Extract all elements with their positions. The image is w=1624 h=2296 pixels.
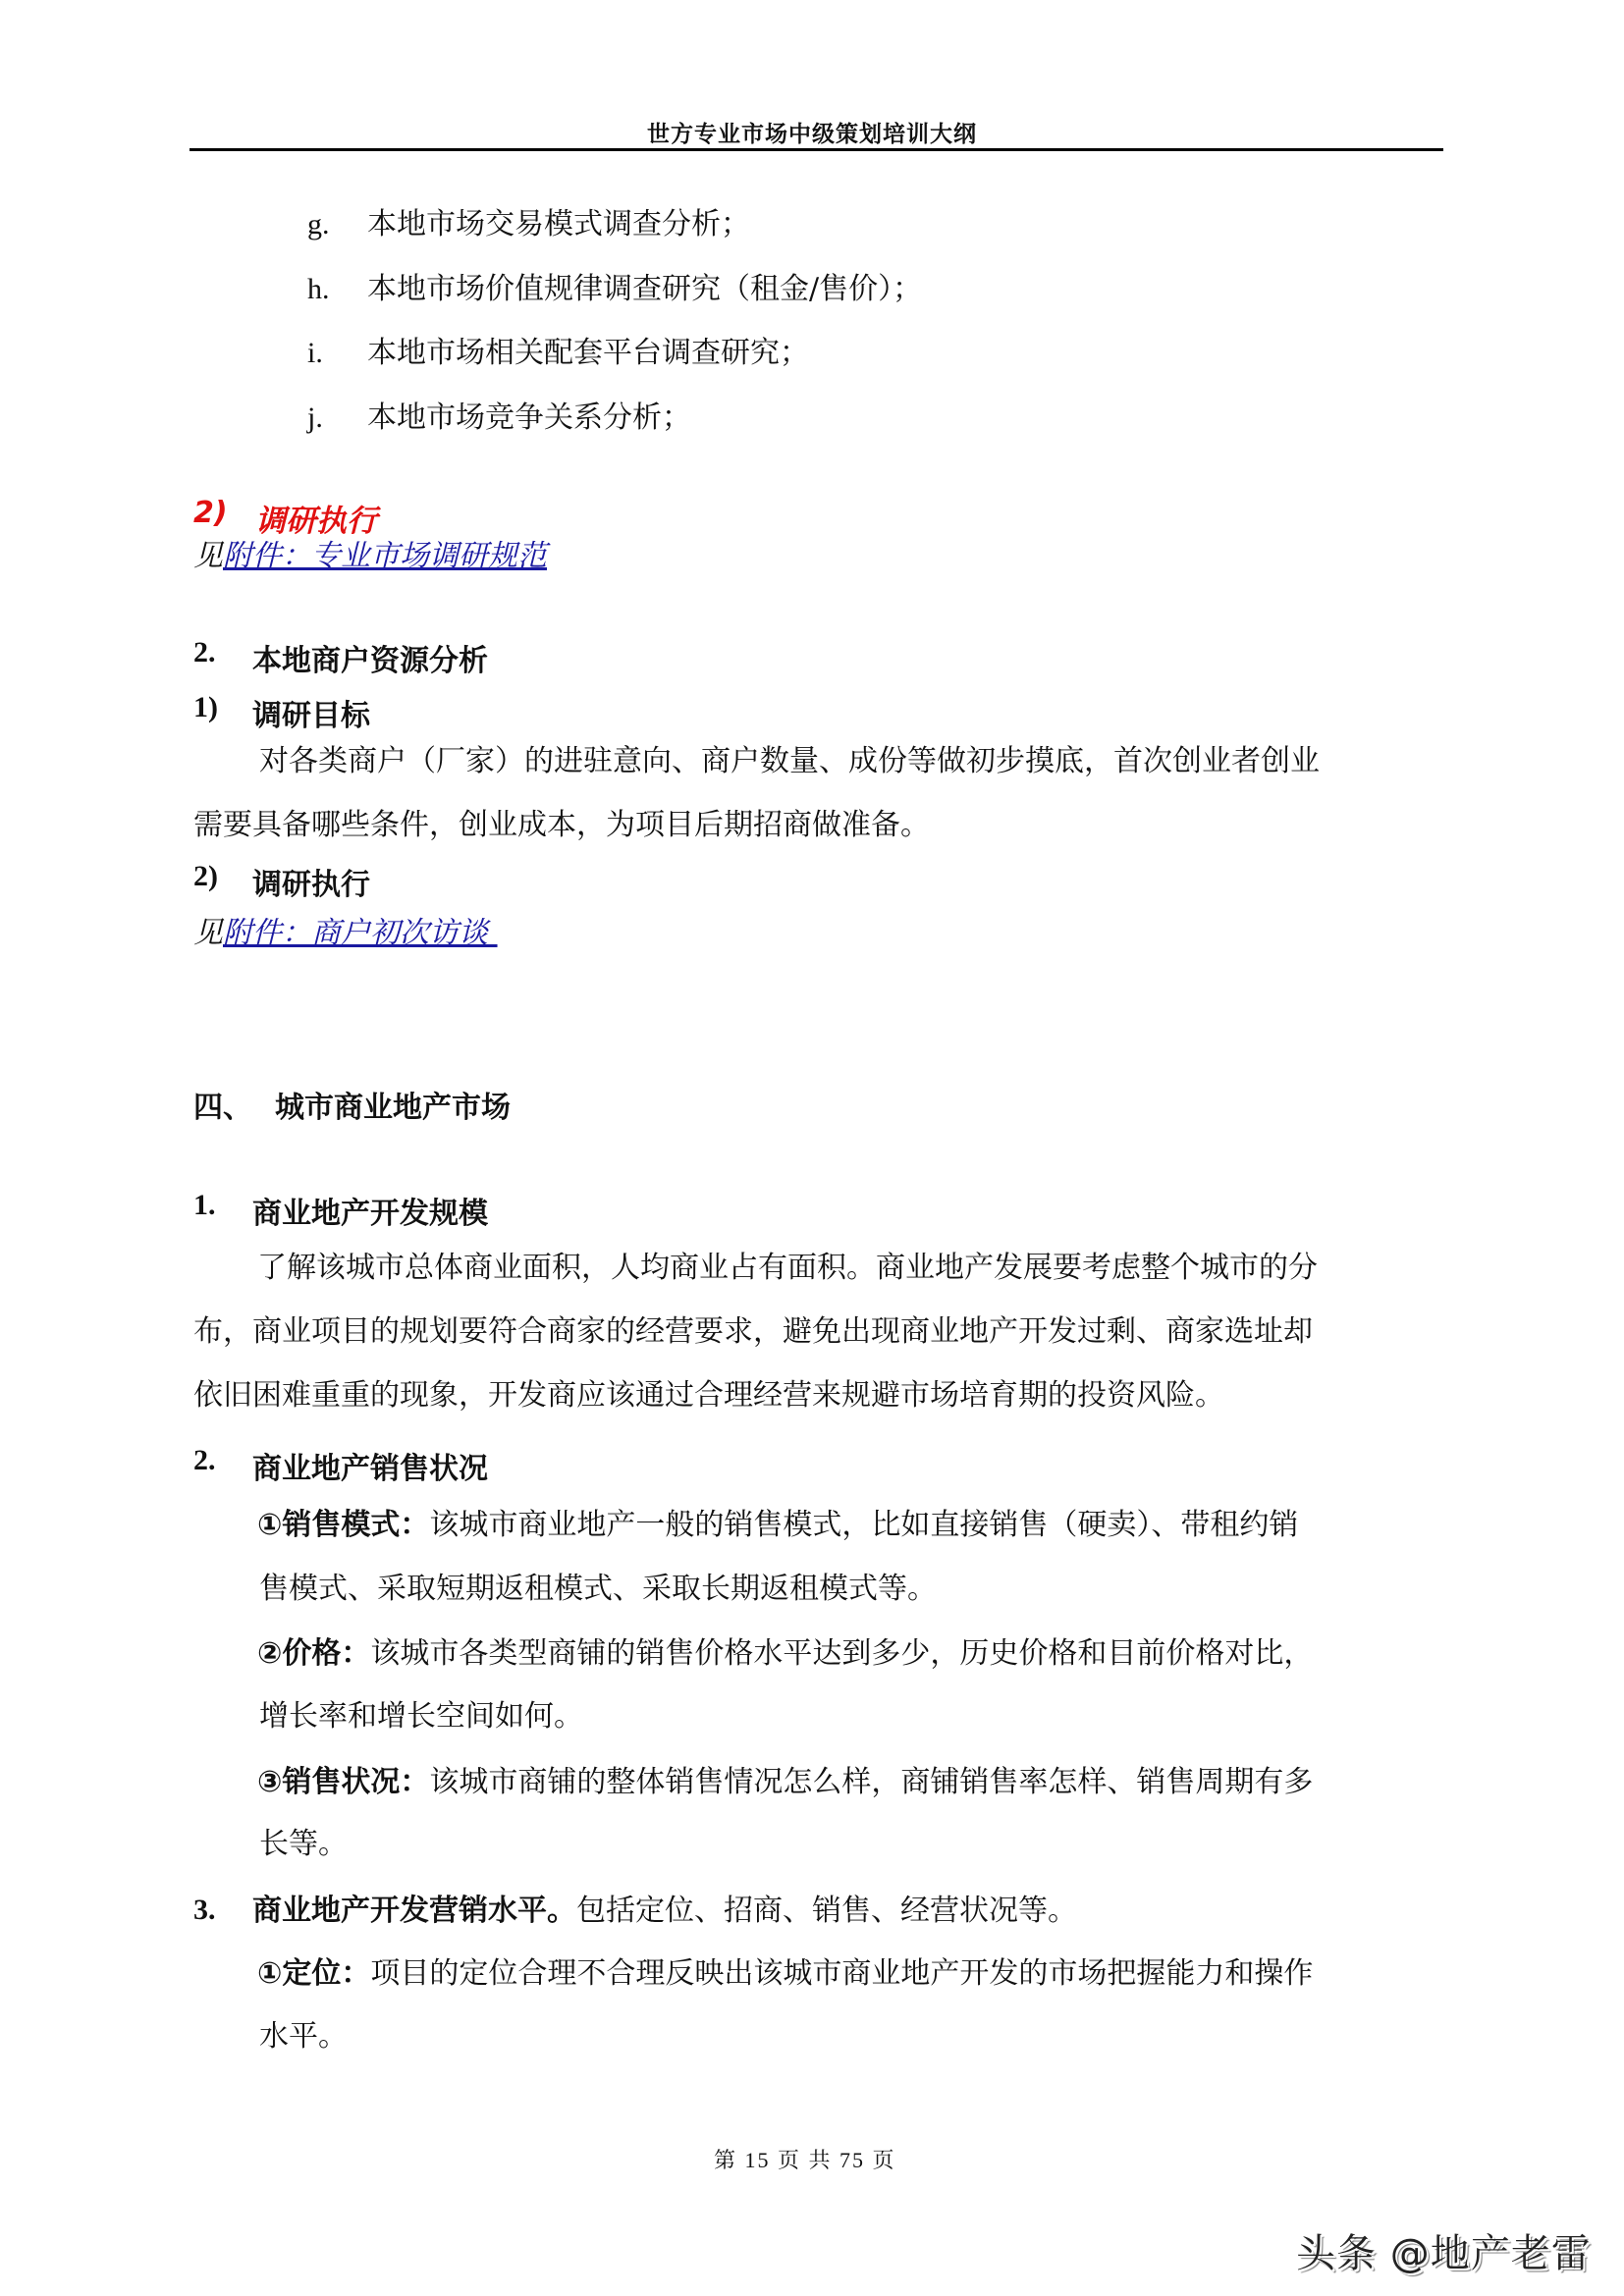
attachment-link-market-research[interactable]: 附件：专业市场调研规范 bbox=[223, 539, 547, 573]
paragraph-line: 对各类商户（厂家）的进驻意向、商户数量、成份等做初步摸底，首次创业者创业 bbox=[259, 744, 1320, 778]
paragraph-line: 依旧困难重重的现象，开发商应该通过合理经营来规避市场培育期的投资风险。 bbox=[193, 1378, 1224, 1413]
paragraph-line: 增长率和增长空间如何。 bbox=[259, 1699, 583, 1734]
section-intro: 包括定位、招商、销售、经营状况等。 bbox=[576, 1894, 1077, 1928]
section-heading: 商业地产销售状况 bbox=[252, 1452, 488, 1486]
section-number: 3. bbox=[193, 1894, 216, 1926]
list-item-text: 本地市场交易模式调查分析； bbox=[367, 207, 750, 241]
paragraph-line: 水平。 bbox=[259, 2019, 348, 2054]
reference-prefix: 见 bbox=[193, 916, 223, 950]
watermark: 头条 @地产老雷 bbox=[1296, 2231, 1592, 2276]
page-number: 第 15 页 共 75 页 bbox=[714, 2148, 896, 2172]
execution-heading: 调研执行 bbox=[255, 504, 377, 539]
point-text: 该城市各类型商铺的销售价格水平达到多少，历史价格和目前价格对比， bbox=[370, 1636, 1314, 1671]
list-marker: h. bbox=[307, 273, 330, 305]
header-divider bbox=[189, 148, 1443, 151]
list-item-text: 本地市场相关配套平台调查研究； bbox=[367, 336, 809, 370]
point-label: ①定位： bbox=[257, 1956, 371, 1991]
paragraph-line: 售模式、采取短期返租模式、采取长期返租模式等。 bbox=[259, 1572, 937, 1606]
point-label: ①销售模式： bbox=[257, 1508, 430, 1542]
subsection-heading: 调研执行 bbox=[252, 868, 370, 902]
point-text: 项目的定位合理不合理反映出该城市商业地产开发的市场把握能力和操作 bbox=[370, 1956, 1314, 1991]
section-heading: 商业地产开发规模 bbox=[252, 1197, 488, 1231]
paragraph-line: 需要具备哪些条件，创业成本，为项目后期招商做准备。 bbox=[193, 808, 930, 842]
point-text: 该城市商业地产一般的销售模式，比如直接销售（硬卖）、带租约销 bbox=[429, 1508, 1299, 1542]
section-number: 2. bbox=[193, 636, 216, 668]
list-marker: g. bbox=[307, 208, 330, 240]
attachment-reference bbox=[193, 539, 547, 574]
point-label: ②价格： bbox=[257, 1636, 371, 1671]
attachment-link-merchant-interview[interactable]: 附件：商户初次访谈 bbox=[223, 916, 498, 950]
reference-prefix: 见 bbox=[193, 539, 223, 573]
sales-point-mode bbox=[257, 1508, 1298, 1543]
sales-point-price bbox=[257, 1636, 1313, 1672]
chapter-number: 四、 bbox=[193, 1091, 252, 1125]
point-text: 该城市商铺的整体销售情况怎么样，商铺销售率怎样、销售周期有多 bbox=[429, 1765, 1314, 1799]
section-number: 2. bbox=[193, 1444, 216, 1476]
paragraph-line: 了解该城市总体商业面积，人均商业占有面积。商业地产发展要考虑整个城市的分 bbox=[257, 1251, 1318, 1285]
list-marker: i. bbox=[307, 337, 323, 369]
marketing-heading-line bbox=[252, 1894, 1077, 1929]
paragraph-line: 布，商业项目的规划要符合商家的经营要求，避免出现商业地产开发过剩、商家选址却 bbox=[193, 1314, 1313, 1349]
list-item-text: 本地市场价值规律调查研究（租金/售价）； bbox=[367, 272, 923, 306]
paragraph-line: 长等。 bbox=[259, 1827, 348, 1861]
document-header-title: 世方专业市场中级策划培训大纲 bbox=[647, 122, 977, 147]
list-marker: j. bbox=[307, 401, 323, 434]
marketing-point-positioning bbox=[257, 1956, 1313, 1992]
subsection-heading: 调研目标 bbox=[252, 699, 370, 733]
execution-number: 2) bbox=[193, 496, 228, 530]
section-number: 1. bbox=[193, 1189, 216, 1221]
subsection-number: 2) bbox=[193, 860, 218, 892]
list-item-text: 本地市场竞争关系分析； bbox=[367, 400, 691, 435]
chapter-heading: 城市商业地产市场 bbox=[275, 1091, 511, 1125]
sales-point-status bbox=[257, 1765, 1313, 1800]
subsection-number: 1) bbox=[193, 691, 218, 723]
attachment-reference bbox=[193, 916, 498, 951]
section-heading: 商业地产开发营销水平。 bbox=[252, 1894, 576, 1928]
section-heading: 本地商户资源分析 bbox=[252, 644, 488, 678]
point-label: ③销售状况： bbox=[257, 1765, 430, 1799]
